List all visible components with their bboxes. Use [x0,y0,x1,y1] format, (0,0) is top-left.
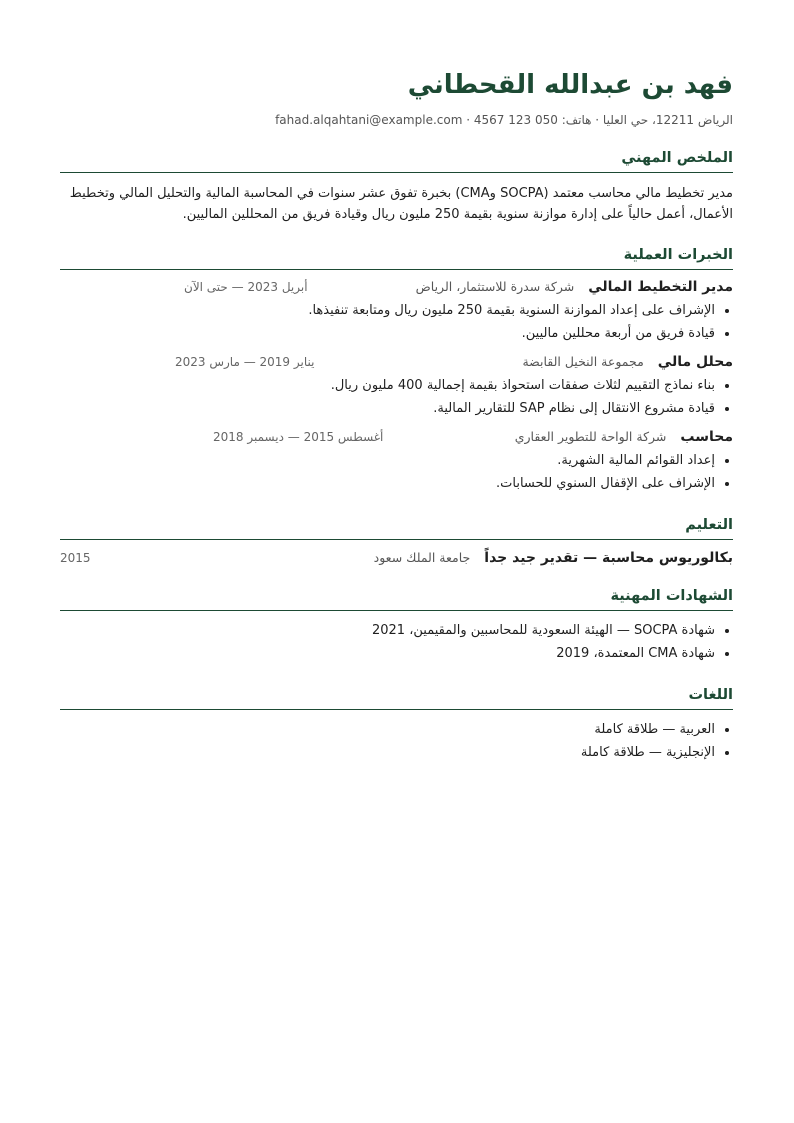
job-entry [60,354,733,420]
education-degree: بكالوريوس محاسبة — تقدير جيد جداً [484,549,733,566]
job-date: يناير 2019 — مارس 2023 [175,354,315,369]
job-bullet: • بناء نماذج التقييم لثلاث صفقات استحواذ بقيمة إجمالية 400 مليون ريال. [60,374,715,397]
job-header [60,354,733,370]
summary-heading: الملخص المهني [60,150,733,173]
job-main [515,429,733,445]
job-company: شركة الواحة للتطوير العقاري [514,428,667,444]
job-bullet: • قيادة فريق من أربعة محللين ماليين. [60,322,715,345]
job-title: محلل مالي [657,353,733,370]
certification-item: • شهادة SOCPA — الهيئة السعودية للمحاسبين والمقيمين، 2021 [60,619,715,642]
languages-heading: اللغات [60,687,733,710]
job-bullet: • قيادة مشروع الانتقال إلى نظام SAP للتقارير المالية. [60,397,715,420]
languages-list [60,718,733,764]
certifications-heading: الشهادات المهنية [60,588,733,611]
education-year: 2015 [60,550,91,565]
job-bullet: • الإشراف على الإقفال السنوي للحسابات. [60,472,715,495]
job-bullet: • الإشراف على إعداد الموازنة السنوية بقيمة 250 مليون ريال ومتابعة تنفيذها. [60,299,715,322]
education-heading: التعليم [60,517,733,540]
education-section [60,517,733,566]
candidate-name: فهد بن عبدالله القحطاني [407,70,733,100]
job-date: أبريل 2023 — حتى الآن [184,279,308,294]
job-header [60,429,733,445]
summary-text: مدير تخطيط مالي محاسب معتمد (SOCPA وCMA) بخبرة تفوق عشر سنوات في المحاسبة المالية والتحليل المالي وتخطيط الأعمال، أعمل حالياً على إدارة موازنة سنوية بقيمة 250 مليون ريال وقيادة فريق من المحللين الماليين. [69,185,733,222]
contact-line: الرياض 12211، حي العليا · هاتف: 050 123 4567 · fahad.alqahtani@example.com [275,113,733,128]
education-school: جامعة الملك سعود [373,549,471,565]
summary-section [60,150,733,225]
experience-section [60,247,733,495]
certification-item: • شهادة CMA المعتمدة، 2019 [60,642,715,665]
job-entry [60,429,733,495]
job-bullet: • إعداد القوائم المالية الشهرية. [60,449,715,472]
job-title: محاسب [680,428,733,445]
job-title: مدير التخطيط المالي [588,278,733,295]
language-item: • العربية — طلاقة كاملة [60,718,715,741]
languages-section [60,687,733,764]
job-company: مجموعة النخيل القابضة [522,353,644,369]
certifications-section [60,588,733,665]
language-item: • الإنجليزية — طلاقة كاملة [60,741,715,764]
job-bullets [60,374,733,420]
education-entry [60,550,733,566]
job-bullets [60,449,733,495]
experience-heading: الخبرات العملية [60,247,733,270]
certifications-list [60,619,733,665]
education-main [374,550,733,566]
job-date: أغسطس 2015 — ديسمبر 2018 [213,429,384,444]
job-main [522,354,733,370]
job-company: شركة سدرة للاستثمار، الرياض [415,278,575,294]
job-entry [60,279,733,345]
job-header [60,279,733,295]
job-bullets [60,299,733,345]
job-main [416,279,733,295]
